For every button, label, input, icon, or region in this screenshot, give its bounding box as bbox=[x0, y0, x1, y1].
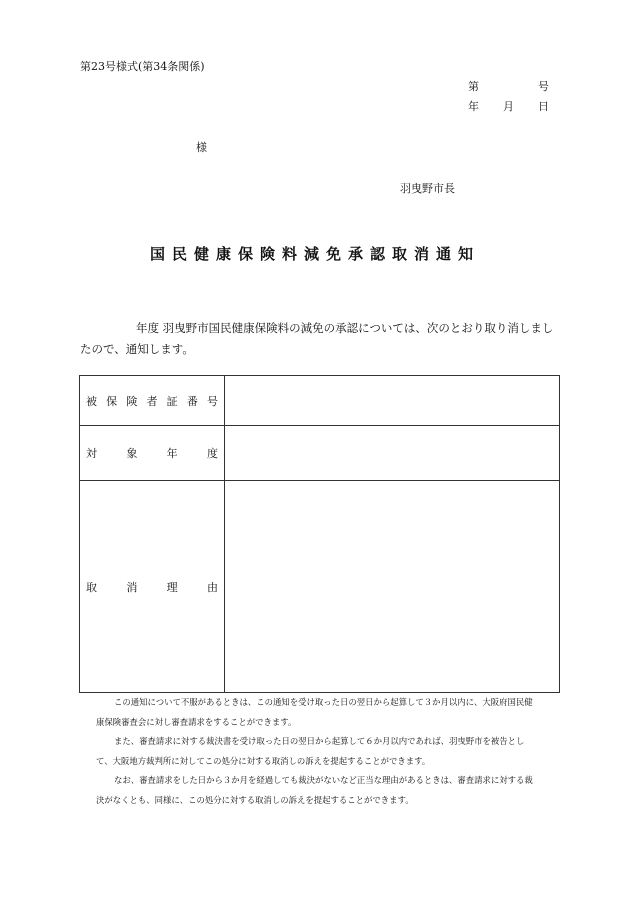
date-day: 日 bbox=[538, 100, 549, 113]
table-row bbox=[80, 481, 560, 693]
target-year-value bbox=[225, 426, 560, 481]
target-year-label: 対象年度 bbox=[80, 426, 225, 481]
date-month: 月 bbox=[503, 100, 514, 113]
body-text: 年度 羽曳野市国民健康保険料の減免の承認については、次のとおり取り消しましたので、通知します。 bbox=[80, 321, 554, 356]
date-year: 年 bbox=[468, 100, 479, 113]
info-table bbox=[79, 375, 560, 693]
recipient-suffix: 様 bbox=[196, 141, 207, 154]
cancel-reason-value bbox=[225, 481, 560, 693]
table-row bbox=[80, 376, 560, 426]
number-suffix: 号 bbox=[538, 80, 549, 93]
cancel-reason-label: 取消理由 bbox=[80, 481, 225, 693]
document-title: 国民健康保険料減免承認取消通知 bbox=[149, 245, 480, 263]
number-prefix: 第 bbox=[468, 80, 479, 93]
issuer: 羽曳野市長 bbox=[400, 182, 455, 195]
insurance-number-label: 被保険者証番号 bbox=[80, 376, 225, 426]
note-2: また、審査請求に対する裁決書を受け取った日の翌日から起算して６か月以内であれば、羽曳野市を被告として、大阪地方裁判所に対してこの処分に対する取消しの訴えを提起することができます。 bbox=[96, 736, 525, 766]
form-number: 第23号様式(第34条関係) bbox=[80, 60, 205, 73]
insurance-number-value bbox=[225, 376, 560, 426]
notes bbox=[96, 693, 536, 811]
note-1: この通知について不服があるときは、この通知を受け取った日の翌日から起算して３か月以内に、大阪府国民健康保険審査会に対し審査請求をすることができます。 bbox=[96, 697, 533, 727]
note-3: なお、審査請求をした日から３か月を経過しても裁決がないなど正当な理由があるときは、審査請求に対する裁決がなくとも、同様に、この処分に対する取消しの訴えを提起することができます。 bbox=[96, 775, 533, 805]
table-row bbox=[80, 426, 560, 481]
